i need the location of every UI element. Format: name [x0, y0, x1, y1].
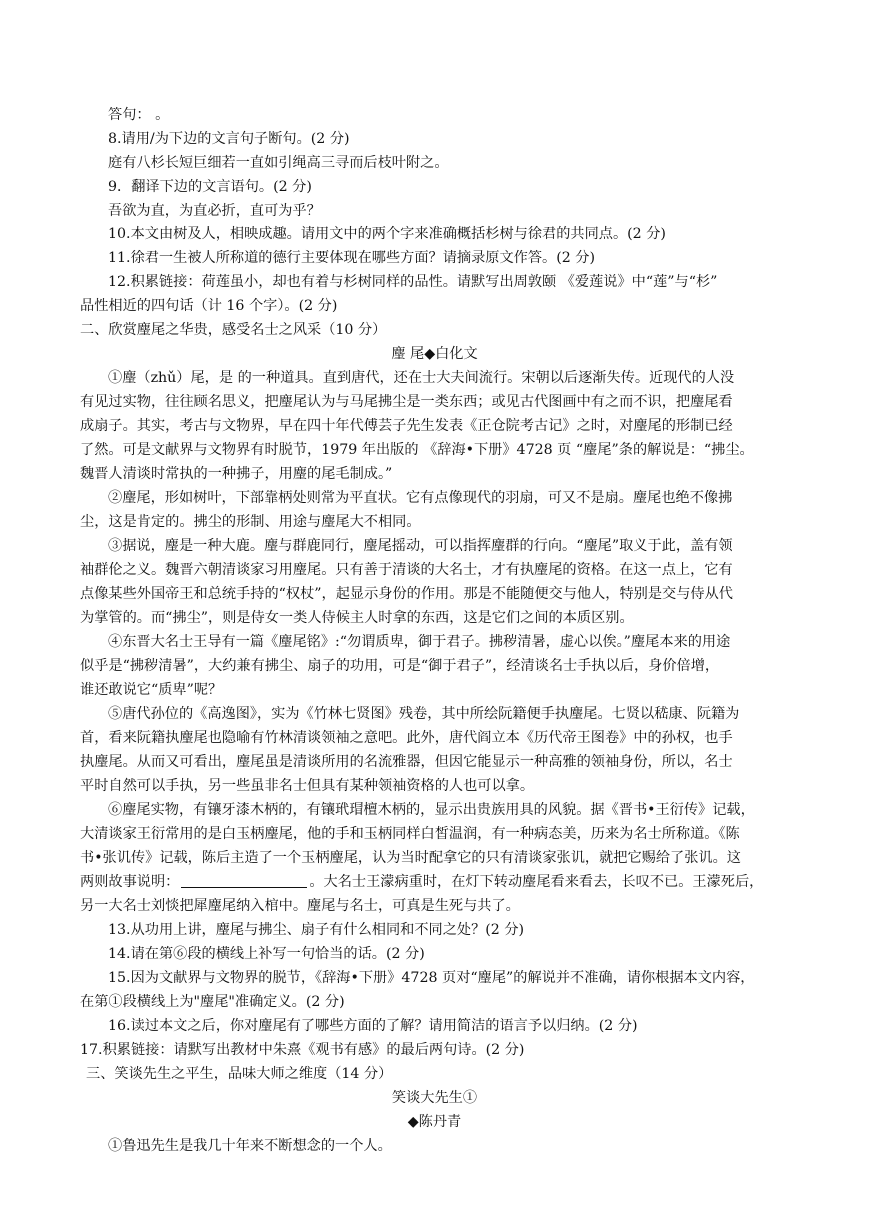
answer-line: 答句： 。: [108, 107, 170, 123]
classical-sentence: 庭有八杉长短巨细若一直如引绳高三寻而后枝叶附之。: [108, 155, 449, 171]
paragraph-line: 点像某些外国帝王和总统手持的“权杖”，起显示身份的作用。那是不能随便交与他人，特别是交与侍从代: [80, 586, 733, 602]
question-12: 12.积累链接：荷莲虽小，却也有着与杉树同样的品性。请默写出周敦颐 《爱莲说》中“莲”与“杉”: [108, 274, 718, 290]
blank-prefix: 两则故事说明：: [80, 874, 180, 890]
question-13: 13.从功用上讲，麈尾与拂尘、扇子有什么相同和不同之处？(2 分): [108, 922, 525, 938]
paragraph-line: ⑤唐代孙位的《高逸图》，实为《竹林七贤图》残卷，其中所绘阮籍便手执麈尾。七贤以嵇康、阮籍为: [108, 706, 740, 722]
paragraph-line: 另一大名士刘惔把犀麈尾纳入棺中。麈尾与名士，可真是生死与共了。: [80, 898, 520, 914]
paragraph-line: 了然。可是文献界与文物界有时脱节，1979 年出版的 《辞海•下册》4728 页 “麈尾”条的解说是：“拂尘。: [80, 442, 754, 458]
blank-suffix: 。大名士王濛病重时，在灯下转动麈尾看来看去，长叹不已。王濛死后，: [309, 874, 764, 890]
article-author: ◆陈丹青: [407, 1114, 462, 1130]
article-title: 麈 尾◆白化文: [391, 346, 478, 362]
question-11: 11.徐君一生被人所称道的德行主要体现在哪些方面？请摘录原文作答。(2 分): [108, 250, 595, 266]
question-10: 10.本文由树及人，相映成趣。请用文中的两个字来准确概括杉树与徐君的共同点。(2 分): [108, 226, 666, 242]
paragraph-line: 有见过实物，往往顾名思义，把麈尾认为与马尾拂尘是一类东西；或见古代图画中有之而不识，把麈尾看: [80, 394, 733, 410]
question-15-cont: 在第①段横线上为"麈尾"准确定义。(2 分): [80, 994, 345, 1010]
question-17: 17.积累链接：请默写出教材中朱熹《观书有感》的最后两句诗。(2 分): [80, 1042, 525, 1058]
paragraph-line: ①麈（zhǔ）尾，是 的一种道具。直到唐代，还在士大夫间流行。宋朝以后逐渐失传。近现代的人没: [108, 370, 735, 386]
paragraph-line: 为掌管的。而“拂尘”，则是侍女一类人侍候主人时拿的东西，这是它们之间的本质区别。: [80, 610, 634, 626]
paragraph-line: 书•张讥传》记载，陈后主造了一个玉柄麈尾，认为当时配拿它的只有清谈家张讥，就把它赐给了张讥。这: [80, 850, 741, 866]
paragraph-line: 袖群伦之义。魏晋六朝清谈家习用麈尾。只有善于清谈的大名士，才有执麈尾的资格。在这一点上，它有: [80, 562, 733, 578]
paragraph-line-with-blank: [80, 870, 792, 894]
paragraph-line: ②麈尾，形如树叶，下部靠柄处则常为平直状。它有点像现代的羽扇，可又不是扇。麈尾也绝不像拂: [108, 490, 733, 506]
fill-in-blank[interactable]: [181, 873, 307, 888]
question-9: 9．翻译下边的文言语句。(2 分): [108, 179, 312, 195]
section-3-heading: 三、笑谈先生之平生，品味大师之维度（14 分）: [86, 1066, 393, 1082]
article-title-2: 笑谈大先生①: [391, 1090, 478, 1106]
paragraph-line: ⑥麈尾实物，有镶牙漆木柄的，有镶玳瑁檀木柄的，显示出贵族用具的风貌。据《晋书•王衍传》记载，: [108, 802, 755, 818]
paragraph-line: ①鲁迅先生是我几十年来不断想念的一个人。: [108, 1138, 392, 1154]
paragraph-line: 执麈尾。从而又可看出，麈尾虽是清谈所用的名流雅器，但因它能显示一种高雅的领袖身份，所以，名士: [80, 754, 733, 770]
paragraph-line: 尘，这是肯定的。拂尘的形制、用途与麈尾大不相同。: [80, 514, 421, 530]
question-15: 15.因为文献界与文物界的脱节，《辞海•下册》4728 页对“麈尾”的解说并不准确，请你根据本文内容，: [108, 970, 755, 986]
paragraph-line: 首，看来阮籍执麈尾也隐喻有竹林清谈领袖之意吧。此外，唐代阎立本《历代帝王图卷》中的孙权，也手: [80, 730, 733, 746]
question-8: 8.请用/为下边的文言句子断句。(2 分): [108, 131, 350, 147]
section-2-heading: 二、欣赏麈尾之华贵，感受名士之风采（10 分）: [80, 322, 387, 338]
paragraph-line: 似乎是“拂秽清暑”，大约兼有拂尘、扇子的功用，可是“御于君子”，经清谈名士手执以后，身价倍增，: [80, 658, 720, 674]
translate-sentence: 吾欲为直，为直必折，直可为乎？: [108, 203, 321, 219]
paragraph-line: 大清谈家王衍常用的是白玉柄麈尾，他的手和玉柄同样白皙温润，有一种病态美，历来为名士所称道。《陈: [80, 826, 740, 842]
paragraph-line: ④东晋大名士王导有一篇《麈尾铭》:“勿谓质卑，御于君子。拂秽清暑，虚心以俟。”麈尾本来的用途: [108, 634, 731, 650]
paragraph-line: ③据说，麈是一种大鹿。麈与群鹿同行，麈尾摇动，可以指挥麈群的行向。“麈尾”取义于此，盖有领: [108, 538, 733, 554]
paragraph-line: 谁还敢说它“质卑”呢？: [80, 682, 223, 698]
paragraph-line: 魏晋人清谈时常执的一种拂子，用麈的尾毛制成。”: [80, 466, 393, 482]
question-12-cont: 品性相近的四句话（计 16 个字）。(2 分): [80, 298, 338, 314]
paragraph-line: 平时自然可以手执，另一些虽非名士但具有某种领袖资格的人也可以拿。: [80, 778, 535, 794]
question-14: 14.请在第⑥段的横线上补写一句恰当的话。(2 分): [108, 946, 425, 962]
question-16: 16.读过本文之后，你对麈尾有了哪些方面的了解？请用简洁的语言予以归纳。(2 分): [108, 1018, 638, 1034]
paragraph-line: 成扇子。其实，考古与文物界，早在四十年代傅芸子先生发表《正仓院考古记》之时，对麈尾的形制已经: [80, 418, 733, 434]
